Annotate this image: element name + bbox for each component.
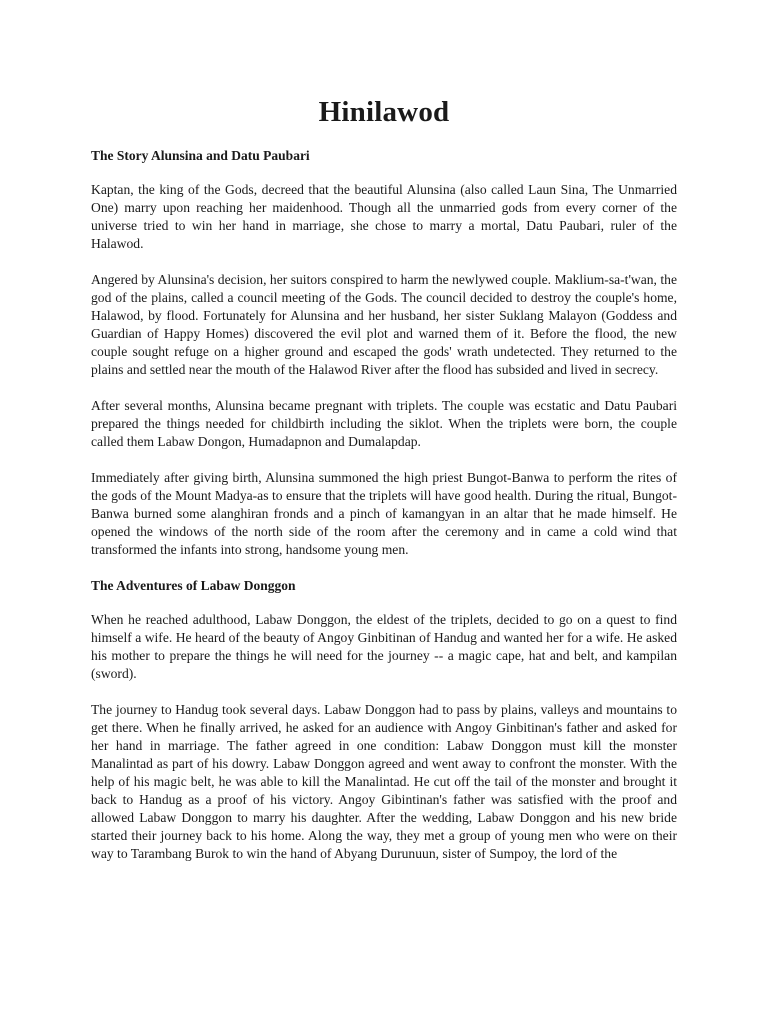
paragraph: The journey to Handug took several days. Labaw Donggon had to pass by plains, valleys and mountains to get there. When he finally arrived, he asked for an audience with Angoy Ginbitinan's father and asked for her hand in marriage. The father agreed in one condition: Labaw Donggon must kill the monster Manalintad as part of his dowry. Labaw Donggon agreed and went away to confront the monster. With the help of his magic belt, he was able to kill the Manalintad. He cut off the tail of the monster and brought it back to Handug as a proof of his victory. Angoy Gibintinan's father was satisfied with the proof and allowed Labaw Donggon to marry his daughter. After the wedding, Labaw Donggon and his new bride started their journey back to his home. Along the way, they met a group of young men who were on their way to Tarambang Burok to win the hand of Abyang Durunuun, sister of Sumpoy, the lord of the	[91, 702, 677, 861]
section-heading-labaw-donggon: The Adventures of Labaw Donggon	[91, 578, 296, 593]
paragraph: Immediately after giving birth, Alunsina summoned the high priest Bungot-Banwa to perform the rites of the gods of the Mount Madya-as to ensure that the triplets will have good health. During the ritual, Bungot-Banwa burned some alanghiran fronds and a pinch of kamangyan in an altar that he made himself. He opened the windows of the north side of the room after the ceremony and in came a cold wind that transformed the infants into strong, handsome young men.	[91, 470, 677, 557]
document-page	[91, 92, 677, 863]
section-heading-alunsina: The Story Alunsina and Datu Paubari	[91, 148, 310, 163]
paragraph: Kaptan, the king of the Gods, decreed that the beautiful Alunsina (also called Laun Sina, The Unmarried One) marry upon reaching her maidenhood. Though all the unmarried gods from every corner of the universe tried to win her hand in marriage, she chose to marry a mortal, Datu Paubari, ruler of the Halawod.	[91, 182, 677, 251]
document-title: Hinilawod	[318, 96, 450, 128]
paragraph: After several months, Alunsina became pregnant with triplets. The couple was ecstatic and Datu Paubari prepared the things needed for childbirth including the siklot. When the triplets were born, the couple called them Labaw Dongon, Humadapnon and Dumalapdap.	[91, 398, 677, 449]
paragraph: When he reached adulthood, Labaw Donggon, the eldest of the triplets, decided to go on a quest to find himself a wife. He heard of the beauty of Angoy Ginbitinan of Handug and wanted her for a wife. He asked his mother to prepare the things he will need for the journey -- a magic cape, hat and belt, and kampilan (sword).	[91, 612, 677, 681]
paragraph: Angered by Alunsina's decision, her suitors conspired to harm the newlywed couple. Maklium-sa-t'wan, the god of the plains, called a council meeting of the Gods. The council decided to destroy the couple's home, Halawod, by flood. Fortunately for Alunsina and her husband, her sister Suklang Malayon (Goddess and Guardian of Happy Homes) discovered the evil plot and warned them of it. Before the flood, the new couple sought refuge on a higher ground and escaped the gods' wrath undetected. They returned to the plains and settled near the mouth of the Halawod River after the flood has subsided and lived in secrecy.	[91, 272, 677, 377]
